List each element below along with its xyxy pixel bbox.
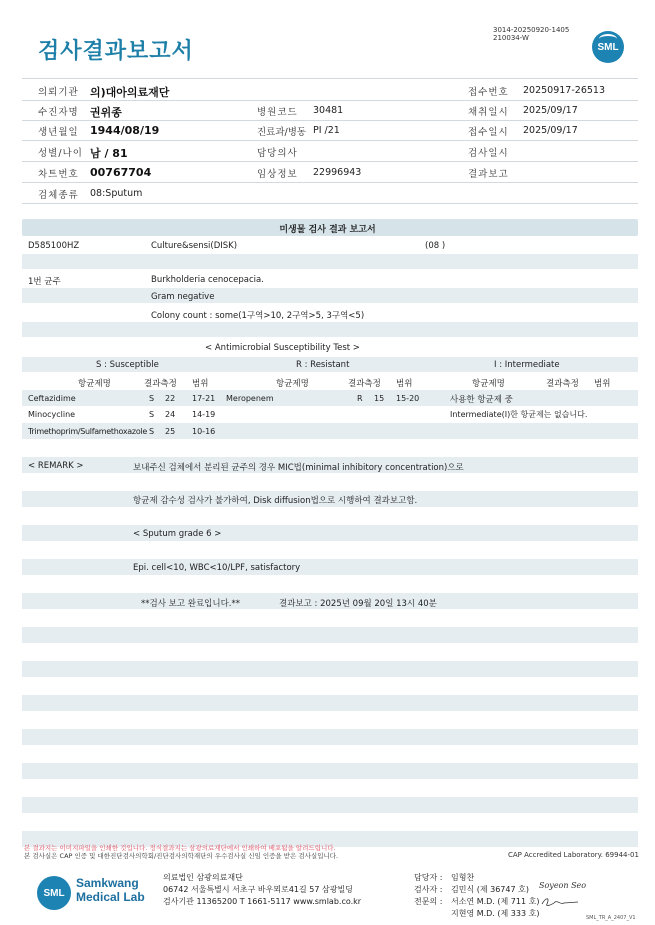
drug-name: Trimethoprim/Sulfamethoxazole	[28, 427, 147, 436]
org-name: 의료법인 삼광의료재단	[163, 873, 243, 882]
drug-sir: S	[149, 427, 155, 436]
drug-value: 25	[165, 427, 176, 436]
birth-value: 1944/08/19	[90, 124, 160, 137]
drug-value: 15	[374, 394, 385, 403]
drug-range: 14-19	[192, 410, 216, 419]
row-band	[22, 695, 638, 711]
org-contact: 검사기관 11365200 T 1661-5117 www.smlab.co.kr	[163, 897, 362, 906]
tester-label: 검사자 :	[414, 885, 443, 894]
legend-resistant: R : Resistant	[296, 360, 350, 370]
test-name: Culture&sensi(DISK)	[151, 241, 238, 251]
organism-name: Burkholderia cenocepacia.	[151, 275, 264, 285]
institution-label: 의뢰기관	[38, 87, 79, 98]
row-band	[22, 525, 638, 541]
collect-date-value: 2025/09/17	[523, 105, 578, 116]
legend-susceptible: S : Susceptible	[96, 360, 159, 370]
collect-date-label: 채취일시	[468, 107, 509, 118]
drug-sir: S	[149, 410, 155, 419]
col-drug-header: 항균제명	[78, 379, 111, 389]
divider	[22, 100, 638, 101]
legend-intermediate: I : Intermediate	[494, 360, 560, 370]
row-band	[22, 661, 638, 677]
certification-note: 본 검사실은 CAP 인증 및 대한진단검사의학회/진단검사의학재단의 우수검사실 신임 인증을 받은 검사실입니다.	[24, 852, 339, 860]
epithelial-cell-result: Epi. cell<10, WBC<10/LPF, satisfactory	[133, 563, 301, 573]
footer-logo-text: SML	[43, 888, 65, 899]
ast-title: < Antimicrobial Susceptibility Test >	[205, 343, 360, 353]
specialist-name-1: 서소연 M.D. (제 711 호)	[451, 897, 540, 906]
drug-name: Ceftazidime	[28, 394, 76, 403]
row-band	[22, 390, 638, 406]
test-code: D585100HZ	[28, 241, 80, 251]
clinical-label: 임상정보	[257, 169, 298, 180]
row-band	[22, 729, 638, 745]
sex-age-label: 성별/나이	[38, 148, 83, 159]
note-intermediate: Intermediate(I)한 항균제는 없습니다.	[450, 410, 588, 419]
divider	[22, 161, 638, 162]
chart-no-value: 00767704	[90, 166, 152, 179]
row-band	[22, 288, 638, 303]
row-band	[22, 322, 638, 337]
gram-stain: Gram negative	[151, 292, 215, 302]
doctor-label: 담당의사	[257, 148, 298, 159]
print-warning: 본 결과지는 이미지파일을 인쇄한 것입니다. 정식결과지는 삼광의료재단에서 인쇄하여 배포됨을 알려드립니다.	[24, 844, 336, 852]
form-code: SML_TR_A_2407_V1	[586, 915, 636, 921]
brand-name-line1: Samkwang	[76, 876, 139, 890]
row-band	[22, 559, 638, 575]
signature-scribble-icon	[538, 895, 582, 909]
tester-name: 김민식 (제 36747 호)	[451, 885, 529, 894]
dept-label: 진료과/병동	[257, 127, 307, 138]
test-code-suffix: (08 )	[425, 241, 446, 251]
document-id	[493, 26, 569, 42]
hospital-code-value: 30481	[313, 105, 344, 116]
name-value: 권위종	[90, 106, 122, 119]
drug-name: Minocycline	[28, 410, 76, 419]
birth-label: 생년월일	[38, 127, 79, 138]
test-date-label: 검사일시	[468, 148, 509, 159]
drug-range: 15-20	[396, 394, 420, 403]
col-result-header: 결과측정	[144, 379, 177, 389]
brand-name-line2: Medical Lab	[76, 890, 145, 904]
drug-range: 17-21	[192, 394, 216, 403]
signature-text: Soyeon Seo	[539, 881, 587, 890]
receipt-no-label: 접수번호	[468, 87, 509, 98]
sputum-grade: < Sputum grade 6 >	[133, 529, 222, 539]
colony-count: Colony count : some(1구역>10, 2구역>5, 3구역<5)	[151, 311, 365, 321]
clinical-value: 22996943	[313, 167, 362, 178]
divider	[22, 182, 638, 183]
report-complete: **검사 보고 완료입니다.**	[141, 599, 241, 609]
remark-line-2: 항균제 감수성 검사가 불가하여, Disk diffusion법으로 시행하여 결과보고함.	[133, 496, 418, 506]
col-drug-header: 항균제명	[276, 379, 309, 389]
staff-label: 담당자 :	[414, 873, 443, 882]
chart-no-label: 차트번호	[38, 169, 79, 180]
org-address: 06742 서울특별시 서초구 바우뫼로41길 57 삼광빌딩	[163, 885, 353, 894]
row-band	[22, 627, 638, 643]
drug-range: 10-16	[192, 427, 216, 436]
drug-sir: S	[149, 394, 155, 403]
document-id-line1: 3014-20250920-1405	[493, 26, 570, 34]
divider	[22, 140, 638, 141]
receipt-date-value: 2025/09/17	[523, 125, 578, 136]
note-used-drugs: 사용한 항균제 중	[450, 395, 513, 405]
report-title: 검사결과보고서	[38, 39, 194, 64]
row-band	[22, 797, 638, 813]
drug-value: 22	[165, 394, 176, 403]
logo-arc-icon	[599, 34, 617, 44]
remark-label: < REMARK >	[28, 461, 84, 471]
divider	[22, 78, 638, 79]
report-time: 결과보고 : 2025년 09월 20일 13시 40분	[279, 599, 437, 609]
name-label: 수진자명	[38, 107, 79, 118]
dept-value: PI /21	[313, 125, 340, 136]
row-band	[22, 763, 638, 779]
cap-accreditation: CAP Accredited Laboratory. 69944-01	[508, 851, 639, 859]
hospital-code-label: 병원코드	[257, 107, 298, 118]
staff-name: 임형찬	[451, 873, 475, 882]
specimen-value: 08:Sputum	[90, 188, 143, 199]
document-id-line2: 210034-W	[493, 34, 529, 42]
drug-value: 24	[165, 410, 176, 419]
sml-logo-text: SML	[597, 42, 619, 53]
specialist-name-2: 지현영 M.D. (제 333 호)	[451, 909, 540, 918]
receipt-date-label: 접수일시	[468, 127, 509, 138]
receipt-no-value: 20250917-26513	[523, 85, 606, 96]
col-drug-header: 항균제명	[472, 379, 505, 389]
result-report-label: 결과보고	[468, 169, 509, 180]
divider	[22, 203, 638, 204]
col-range-header: 범위	[594, 379, 611, 389]
col-result-header: 결과측정	[546, 379, 579, 389]
row-band	[22, 254, 638, 269]
specialist-label: 전문의 :	[414, 897, 443, 906]
section-title: 미생물 검사 결과 보고서	[279, 225, 376, 235]
col-range-header: 범위	[192, 379, 209, 389]
col-range-header: 범위	[396, 379, 413, 389]
drug-sir: R	[357, 394, 363, 403]
sex-age-value: 남 / 81	[90, 147, 128, 160]
institution-value: 의)대아의료재단	[90, 86, 170, 99]
col-result-header: 결과측정	[348, 379, 381, 389]
divider	[22, 120, 638, 121]
specimen-label: 검체종류	[38, 190, 79, 201]
sml-logo	[592, 31, 624, 63]
brand-name	[76, 876, 145, 904]
organism-label: 1번 균주	[28, 277, 61, 287]
remark-line-1: 보내주신 검체에서 분리된 균주의 경우 MIC법(minimal inhibitory concentration)으로	[133, 463, 464, 473]
drug-name: Meropenem	[226, 394, 274, 403]
